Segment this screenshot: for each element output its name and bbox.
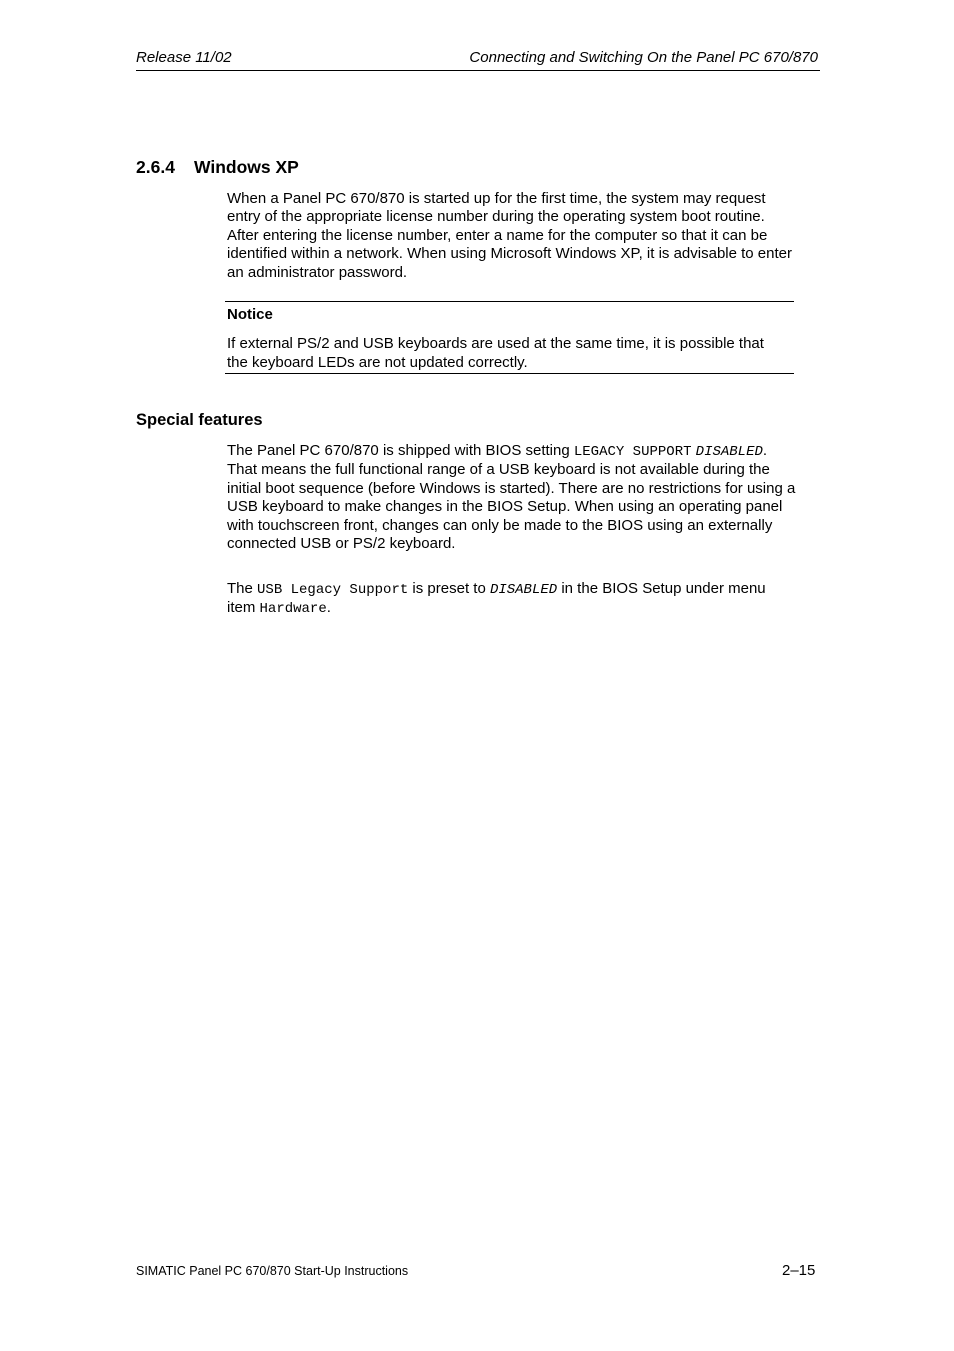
p3-text-2: is preset to [408,580,490,597]
preset-paragraph [227,580,797,619]
p3-text-1: The [227,580,258,597]
hardware-menu-code: Hardware [259,601,327,618]
notice-title: Notice [227,306,273,323]
footer-document-title: SIMATIC Panel PC 670/870 Start-Up Instructions [136,1264,409,1278]
special-features-paragraph [227,442,797,553]
intro-paragraph: When a Panel PC 670/870 is started up for the first time, the system may request entry of the appropriate license number during the operating system boot routine. After entering the license number, enter a name for the computer so that it can be identified within a network. When using Microsoft Windows XP, it is advisable to enter an administrator password. [227,190,792,281]
section-title: Windows XP [194,157,299,177]
page-header [136,49,820,71]
disabled-value: DISABLED [489,582,558,598]
header-release: Release 11/02 [136,49,232,66]
section-number: 2.6.4 [136,157,175,177]
special-features-heading: Special features [136,411,263,429]
usb-legacy-code: USB Legacy Support [257,582,409,598]
bios-setting-code: LEGACY SUPPORT [573,444,692,460]
header-chapter-title: Connecting and Switching On the Panel PC 670/870 [469,49,818,66]
notice-box [225,301,794,374]
bios-setting-value: DISABLED [695,444,763,460]
notice-text: If external PS/2 and USB keyboards are used at the same time, it is possible that the keyboard LEDs are not updated correctly. [227,335,764,371]
footer-page-number: 2–15 [782,1262,816,1279]
p3-text-3: in the BIOS Setup under menu item [227,580,766,617]
p2-text-2: . That means the full functional range of a USB keyboard is not available during the initial boot sequence (before Windows is started). There are no restrictions for using a USB keyboard to make changes in the BIOS Setup. When using an operating panel with touchscreen front, changes can only be made to the BIOS using an externally connected USB or PS/2 keyboard. [227,442,796,553]
p2-text-1: The Panel PC 670/870 is shipped with BIOS setting [227,442,574,459]
section-heading [136,157,299,178]
p3-text-4: . [326,599,331,617]
